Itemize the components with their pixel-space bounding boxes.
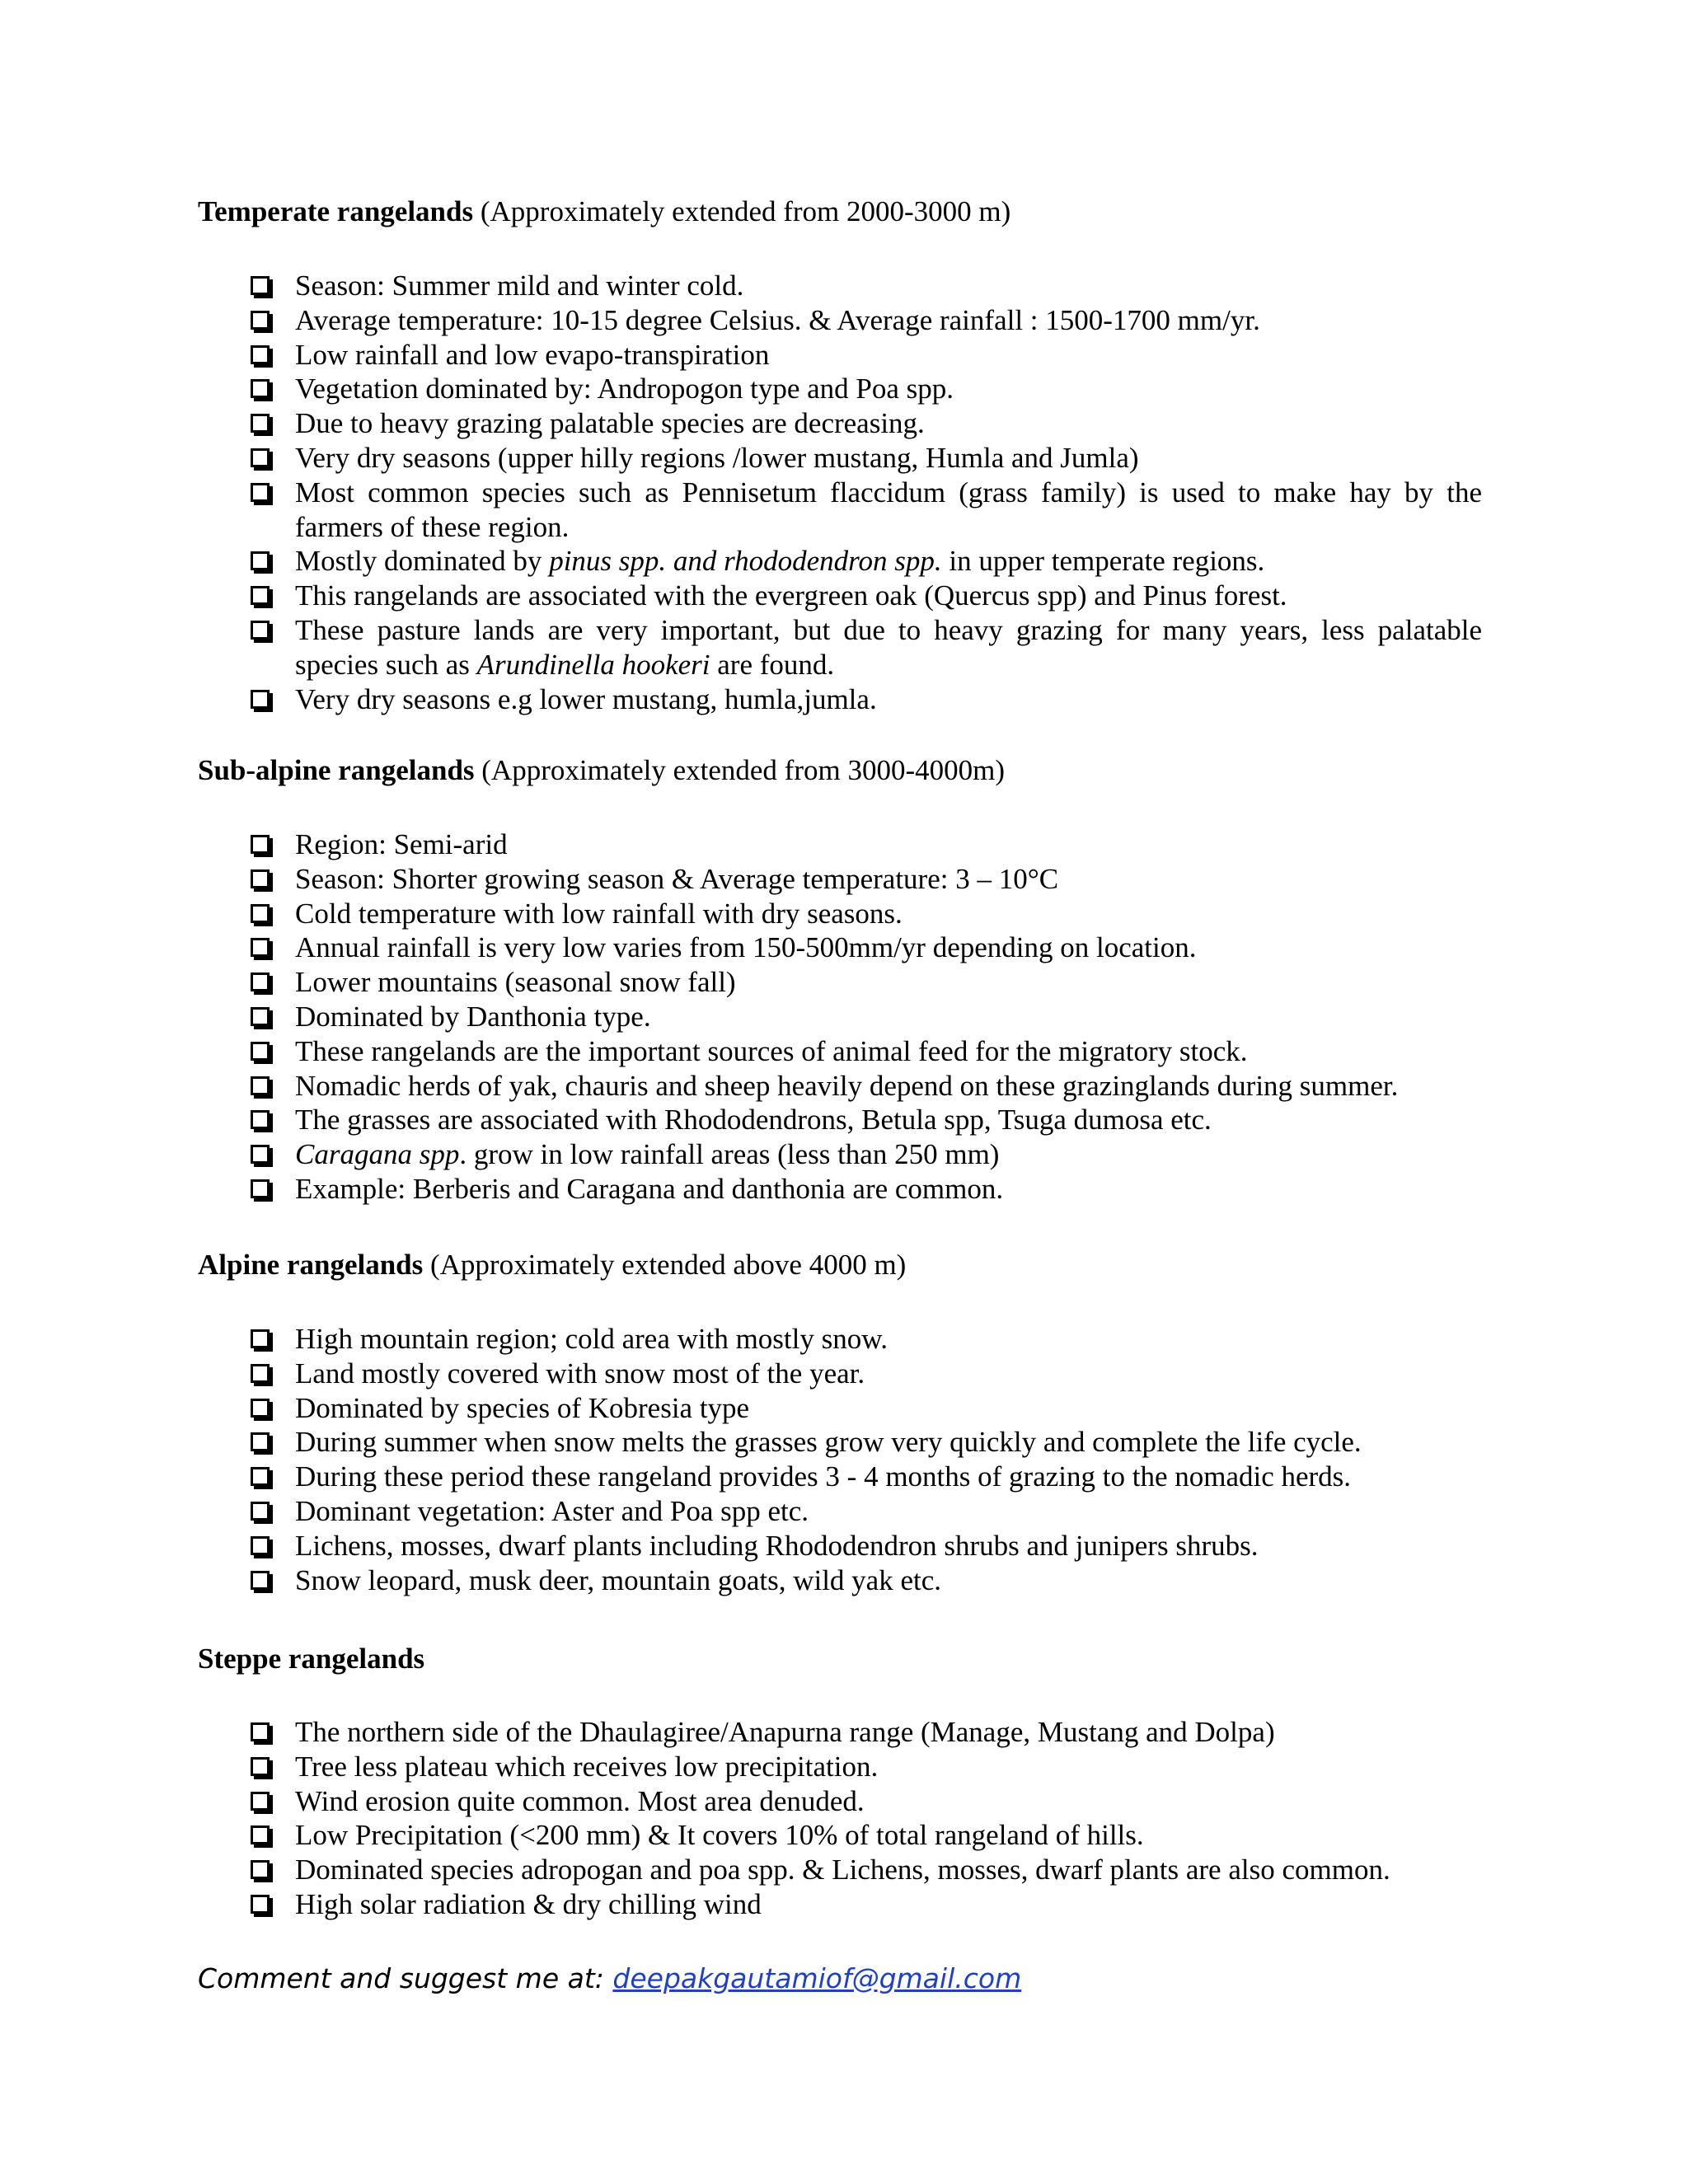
item-text: The northern side of the Dhaulagiree/Anapurna range (Manage, Mustang and Dolpa) (295, 1716, 1275, 1748)
item-text: Nomadic herds of yak, chauris and sheep heavily depend on these grazinglands during summer. (295, 1069, 1399, 1102)
list-item (246, 579, 1482, 613)
list-item (246, 1750, 1482, 1784)
checkbox-bullet-icon (251, 276, 270, 295)
footer-prefix: Comment and suggest me at: (198, 1962, 613, 1994)
item-text: Dominant vegetation: Aster and Poa spp etc. (295, 1494, 809, 1527)
list-item (246, 269, 1482, 303)
list-item (246, 303, 1482, 338)
checkbox-bullet-icon (251, 379, 270, 398)
heading-title: Temperate rangelands (198, 195, 474, 227)
checkbox-bullet-icon (251, 1860, 270, 1879)
heading-subtitle: (Approximately extended from 2000-3000 m) (473, 195, 1011, 227)
section-heading-alpine (198, 1248, 906, 1282)
checkbox-bullet-icon (251, 1179, 270, 1198)
list-item (246, 1172, 1482, 1207)
bullet-list-temperate (246, 269, 1482, 716)
item-text: Annual rainfall is very low varies from 150-500mm/yr depending on location. (295, 931, 1197, 964)
item-text: This rangelands are associated with the evergreen oak (Quercus spp) and Pinus forest. (295, 579, 1287, 612)
list-item (246, 930, 1482, 965)
checkbox-bullet-icon (251, 1502, 270, 1521)
checkbox-bullet-icon (251, 1536, 270, 1555)
list-item (246, 1103, 1482, 1137)
item-text: Dominated by Danthonia type. (295, 1000, 651, 1033)
list-item (246, 1853, 1482, 1887)
item-text: Lower mountains (seasonal snow fall) (295, 966, 736, 999)
item-text: Season: Shorter growing season & Average temperature: 3 – 10°C (295, 862, 1059, 895)
checkbox-bullet-icon (251, 1110, 270, 1129)
list-item (246, 1069, 1482, 1104)
item-text: Most common species such as Pennisetum flaccidum (grass family) is used to make hay by the farmers of these region. (295, 476, 1482, 543)
item-text: are found. (710, 648, 835, 681)
item-text: Mostly dominated by (295, 545, 550, 578)
item-text: Average temperature: 10-15 degree Celsius. & Average rainfall : 1500-1700 mm/yr. (295, 303, 1260, 336)
list-item (246, 1818, 1482, 1853)
checkbox-bullet-icon (251, 551, 270, 570)
checkbox-bullet-icon (251, 1571, 270, 1590)
list-item (246, 897, 1482, 931)
item-text: Lichens, mosses, dwarf plants including Rhododendron shrubs and junipers shrubs. (295, 1529, 1259, 1562)
heading-title: Sub-alpine rangelands (198, 754, 475, 786)
checkbox-bullet-icon (251, 1076, 270, 1095)
checkbox-bullet-icon (251, 972, 270, 991)
item-text: Land mostly covered with snow most of the year. (295, 1357, 865, 1390)
list-item (246, 965, 1482, 1000)
bullet-list-steppe (246, 1715, 1482, 1922)
checkbox-bullet-icon (251, 869, 270, 888)
heading-title: Alpine rangelands (198, 1249, 424, 1281)
item-text: Very dry seasons e.g lower mustang, humla,jumla. (295, 682, 877, 715)
italic-text: pinus spp. and rhododendron spp. (549, 545, 942, 578)
checkbox-bullet-icon (251, 1432, 270, 1451)
checkbox-bullet-icon (251, 586, 270, 605)
list-item (246, 1391, 1482, 1426)
list-item (246, 613, 1482, 682)
list-item (246, 372, 1482, 406)
section-heading-steppe (198, 1642, 424, 1676)
checkbox-bullet-icon (251, 483, 270, 502)
list-item (246, 1000, 1482, 1034)
item-text: Due to heavy grazing palatable species are decreasing. (295, 407, 925, 440)
list-item (246, 1034, 1482, 1069)
list-item (246, 406, 1482, 441)
item-text: Example: Berberis and Caragana and danthonia are common. (295, 1172, 1004, 1205)
checkbox-bullet-icon (251, 414, 270, 433)
checkbox-bullet-icon (251, 1329, 270, 1348)
item-text: Low rainfall and low evapo-transpiration (295, 338, 770, 371)
item-text: Cold temperature with low rainfall with dry seasons. (295, 897, 903, 930)
list-item (246, 1563, 1482, 1598)
checkbox-bullet-icon (251, 835, 270, 854)
checkbox-bullet-icon (251, 690, 270, 709)
item-text: Tree less plateau which receives low precipitation. (295, 1750, 879, 1783)
checkbox-bullet-icon (251, 1364, 270, 1383)
list-item (246, 1357, 1482, 1391)
item-text: During these period these rangeland provides 3 - 4 months of grazing to the nomadic herds. (295, 1460, 1352, 1493)
list-item (246, 1784, 1482, 1819)
checkbox-bullet-icon (251, 1757, 270, 1776)
item-text: Season: Summer mild and winter cold. (295, 269, 744, 302)
list-item (246, 476, 1482, 545)
item-text: Dominated by species of Kobresia type (295, 1391, 750, 1424)
list-item (246, 862, 1482, 897)
heading-subtitle: (Approximately extended from 3000-4000m) (474, 754, 1005, 786)
heading-subtitle: (Approximately extended above 4000 m) (423, 1249, 907, 1281)
list-item (246, 1425, 1482, 1460)
list-item (246, 338, 1482, 373)
list-item (246, 1494, 1482, 1529)
item-text: Very dry seasons (upper hilly regions /lower mustang, Humla and Jumla) (295, 441, 1139, 474)
checkbox-bullet-icon (251, 1007, 270, 1026)
checkbox-bullet-icon (251, 1825, 270, 1844)
checkbox-bullet-icon (251, 1722, 270, 1741)
section-heading-temperate (198, 194, 1010, 229)
italic-text: Caragana spp (295, 1138, 460, 1171)
item-text: High solar radiation & dry chilling wind (295, 1887, 762, 1920)
checkbox-bullet-icon (251, 311, 270, 330)
checkbox-bullet-icon (251, 1145, 270, 1164)
checkbox-bullet-icon (251, 621, 270, 640)
section-heading-sub-alpine (198, 753, 1005, 788)
list-item (246, 1460, 1482, 1494)
item-text: These rangelands are the important sources of animal feed for the migratory stock. (295, 1034, 1248, 1067)
list-item (246, 1137, 1482, 1172)
item-text: Vegetation dominated by: Andropogon type and Poa spp. (295, 373, 954, 405)
checkbox-bullet-icon (251, 448, 270, 467)
footer-comment (198, 1961, 1021, 1996)
checkbox-bullet-icon (251, 345, 270, 364)
checkbox-bullet-icon (251, 1399, 270, 1418)
list-item (246, 1715, 1482, 1750)
checkbox-bullet-icon (251, 904, 270, 923)
item-text: Low Precipitation (<200 mm) & It covers 10% of total rangeland of hills. (295, 1819, 1144, 1852)
item-text: in upper temperate regions. (941, 545, 1265, 578)
item-text: Snow leopard, musk deer, mountain goats, wild yak etc. (295, 1563, 941, 1596)
checkbox-bullet-icon (251, 1467, 270, 1486)
email-link[interactable]: deepakgautamiof@gmail.com (612, 1962, 1022, 1994)
list-item (246, 827, 1482, 862)
item-text: During summer when snow melts the grasses grow very quickly and complete the life cycle. (295, 1426, 1362, 1459)
heading-title: Steppe rangelands (198, 1643, 425, 1675)
list-item (246, 682, 1482, 717)
checkbox-bullet-icon (251, 938, 270, 957)
item-text: . grow in low rainfall areas (less than 250 mm) (459, 1138, 1000, 1171)
item-text: The grasses are associated with Rhododendrons, Betula spp, Tsuga dumosa etc. (295, 1104, 1212, 1137)
item-text: Dominated species adropogan and poa spp. & Lichens, mosses, dwarf plants are also common. (295, 1854, 1390, 1886)
italic-text: Arundinella hookeri (476, 648, 710, 681)
list-item (246, 1322, 1482, 1357)
item-text: High mountain region; cold area with mostly snow. (295, 1323, 889, 1355)
item-text: These pasture lands are very important, but due to heavy grazing for many years, less palatable species such as (295, 613, 1482, 681)
checkbox-bullet-icon (251, 1792, 270, 1811)
item-text: Region: Semi-arid (295, 828, 508, 860)
item-text: Wind erosion quite common. Most area denuded. (295, 1784, 865, 1817)
list-item (246, 1529, 1482, 1563)
checkbox-bullet-icon (251, 1042, 270, 1061)
checkbox-bullet-icon (251, 1895, 270, 1914)
bullet-list-sub-alpine (246, 827, 1482, 1207)
list-item (246, 1887, 1482, 1922)
bullet-list-alpine (246, 1322, 1482, 1597)
list-item (246, 441, 1482, 476)
list-item (246, 544, 1482, 579)
